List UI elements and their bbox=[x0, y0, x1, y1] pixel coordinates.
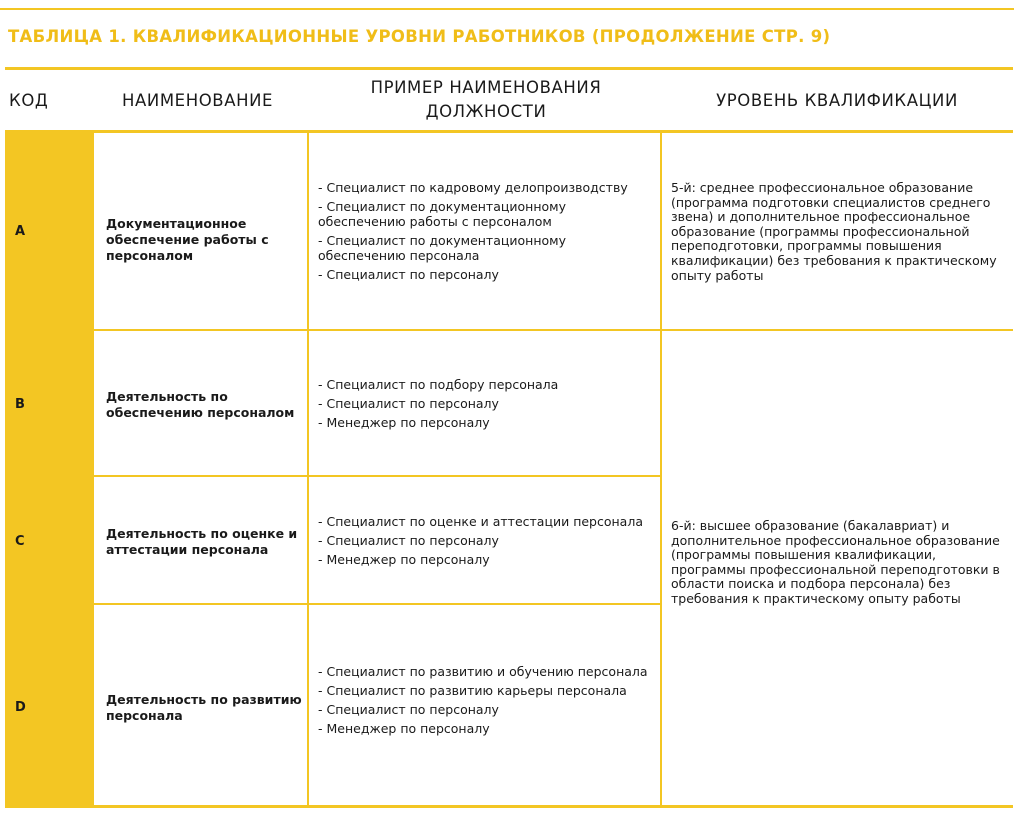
list-item: - Специалист по развитию карьеры персонала bbox=[318, 683, 627, 698]
row-b-examples bbox=[318, 377, 656, 434]
row-d-code: D bbox=[15, 700, 26, 715]
list-item: - Специалист по документационному обеспечению персонала bbox=[318, 233, 566, 263]
list-item: - Специалист по кадровому делопроизводству bbox=[318, 180, 628, 195]
row-divider-b-c bbox=[5, 475, 661, 477]
list-item: - Специалист по персоналу bbox=[318, 396, 499, 411]
header-level: УРОВЕНЬ КВАЛИФИКАЦИИ bbox=[716, 90, 958, 110]
divider-name-example bbox=[307, 133, 309, 805]
row-a-code: A bbox=[15, 224, 26, 239]
header-example: ПРИМЕР НАИМЕНОВАНИЯ ДОЛЖНОСТИ bbox=[370, 78, 602, 121]
header-code: КОД bbox=[9, 90, 49, 110]
row-c-code: C bbox=[15, 534, 25, 549]
list-item: - Специалист по персоналу bbox=[318, 267, 499, 282]
row-a-examples bbox=[318, 180, 656, 286]
list-item: - Менеджер по персоналу bbox=[318, 415, 490, 430]
row-divider-a-b bbox=[5, 329, 1013, 331]
list-item: - Специалист по персоналу bbox=[318, 533, 499, 548]
level-6-text: 6-й: высшее образование (бакалавриат) и дополнительное профессиональное образование (программы повышения квалификации, программы профессиональной переподготовки в области поиска и подбора персонала) без требования к практическому опыту работы bbox=[671, 518, 1000, 606]
table-title: ТАБЛИЦА 1. КВАЛИФИКАЦИОННЫЕ УРОВНИ РАБОТНИКОВ (ПРОДОЛЖЕНИЕ СТР. 9) bbox=[8, 27, 831, 46]
list-item: - Специалист по персоналу bbox=[318, 702, 499, 717]
row-d-name: Деятельность по развитию персонала bbox=[106, 692, 302, 723]
list-item: - Менеджер по персоналу bbox=[318, 552, 490, 567]
list-item: - Специалист по документационному обеспечению работы с персоналом bbox=[318, 199, 566, 229]
row-d-examples bbox=[318, 664, 656, 740]
list-item: - Специалист по подбору персонала bbox=[318, 377, 559, 392]
list-item: - Специалист по оценке и аттестации персонала bbox=[318, 514, 643, 529]
row-a-name: Документационное обеспечение работы с персоналом bbox=[106, 216, 269, 263]
row-divider-c-d bbox=[5, 603, 661, 605]
row-b-name: Деятельность по обеспечению персоналом bbox=[106, 389, 295, 420]
row-c-examples bbox=[318, 514, 656, 571]
list-item: - Специалист по развитию и обучению персонала bbox=[318, 664, 648, 679]
divider-example-level bbox=[660, 133, 662, 805]
level-5-text: 5-й: среднее профессиональное образование (программа подготовки специалистов среднего звена) и дополнительное профессиональное образование (программы профессиональной переподготовки, программы повышения квалификации) без требования к практическому опыту работы bbox=[671, 180, 997, 283]
header-name: НАИМЕНОВАНИЕ bbox=[122, 90, 274, 110]
top-rule bbox=[0, 8, 1014, 10]
list-item: - Менеджер по персоналу bbox=[318, 721, 490, 736]
row-b-code: B bbox=[15, 397, 25, 412]
row-c-name: Деятельность по оценке и аттестации персонала bbox=[106, 526, 298, 557]
